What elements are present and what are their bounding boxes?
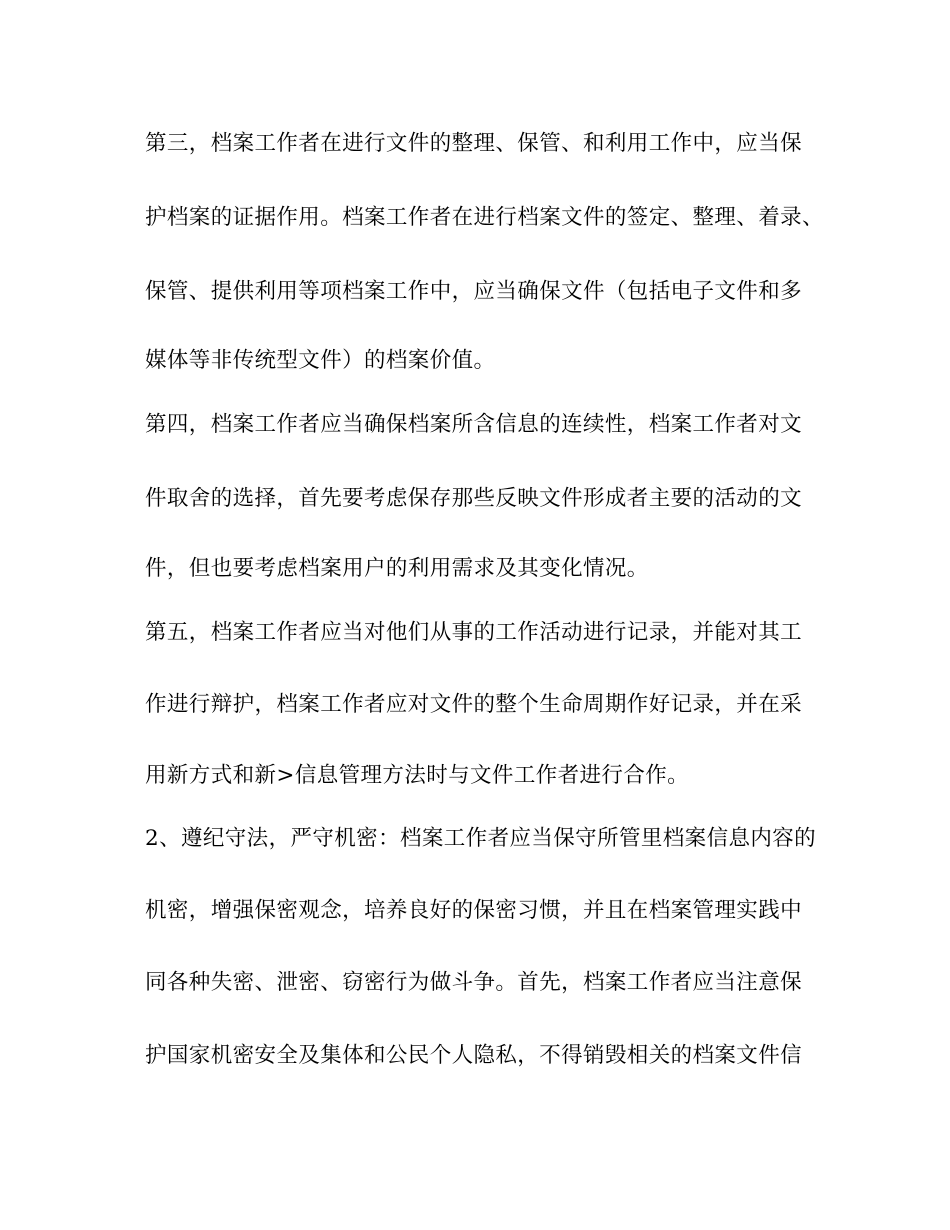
text-line: 第三，档案工作者在进行文件的整理、保管、和利用工作中，应当保 xyxy=(145,131,803,156)
text-line: 作进行辩护，档案工作者应对文件的整个生命周期作好记录，并在采 xyxy=(145,692,803,717)
text-line: 媒体等非传统型文件）的档案价值。 xyxy=(145,348,496,373)
text-line: 第四，档案工作者应当确保档案所含信息的连续性，档案工作者对文 xyxy=(145,412,803,437)
text-line: 保管、提供利用等项档案工作中，应当确保文件（包括电子文件和多 xyxy=(145,279,803,304)
text-line: 护国家机密安全及集体和公民个人隐私，不得销毁相关的档案文件信 xyxy=(145,1043,803,1068)
text-line: 用新方式和新>信息管理方法时与文件工作者进行合作。 xyxy=(145,763,690,788)
text-line: 2、遵纪守法，严守机密：档案工作者应当保守所管里档案信息内容的 xyxy=(145,826,817,851)
text-line: 件取舍的选择，首先要考虑保存那些反映文件形成者主要的活动的文 xyxy=(145,486,803,511)
text-line: 第五，档案工作者应当对他们从事的工作活动进行记录，并能对其工 xyxy=(145,620,803,645)
text-line: 机密，增强保密观念，培养良好的保密习惯，并且在档案管理实践中 xyxy=(145,898,803,923)
text-line: 件，但也要考虑档案用户的利用需求及其变化情况。 xyxy=(145,556,649,581)
text-line: 同各种失密、泄密、窃密行为做斗争。首先，档案工作者应当注意保 xyxy=(145,970,803,995)
text-line: 护档案的证据作用。档案工作者在进行档案文件的签定、整理、着录、 xyxy=(145,205,824,230)
